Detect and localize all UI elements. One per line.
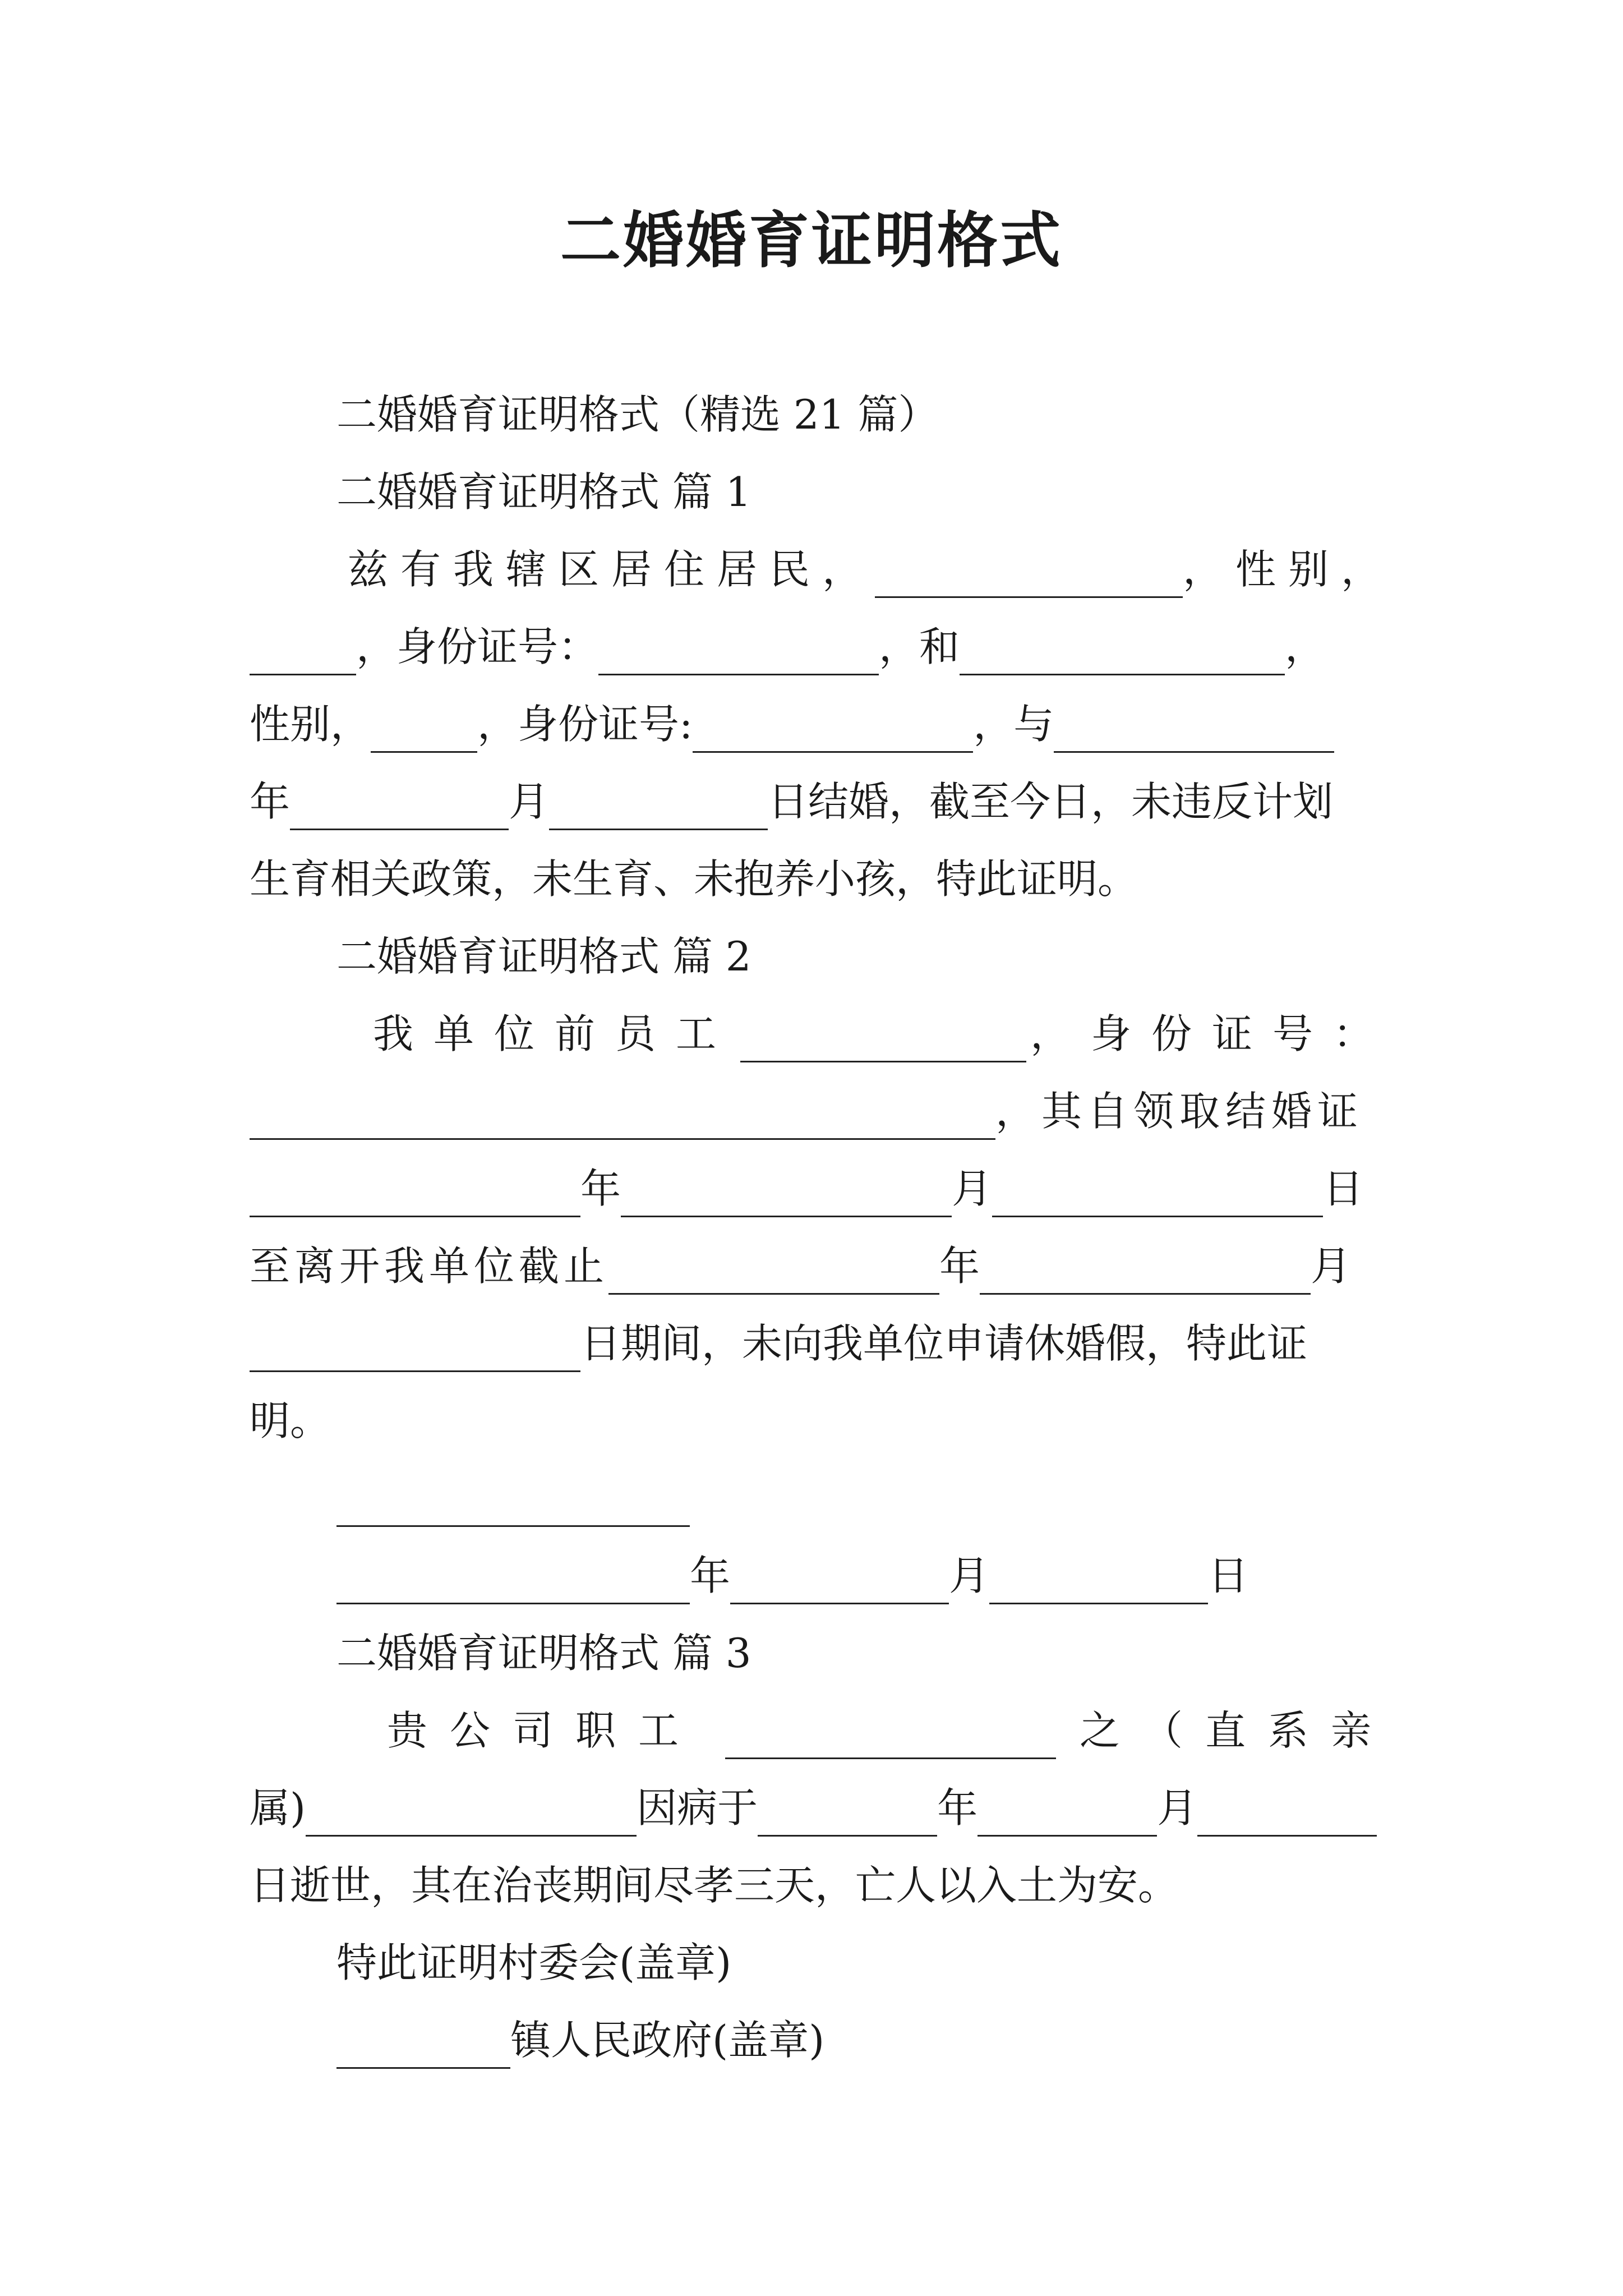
section-3-line-1 xyxy=(387,1692,1394,1769)
blank-day-5 xyxy=(1197,1835,1377,1837)
blank-day-4 xyxy=(989,1603,1208,1604)
text: ，身份证号： xyxy=(1030,1010,1394,1057)
blank-month-4 xyxy=(730,1603,949,1604)
blank-day-3 xyxy=(250,1370,580,1372)
text: ，与 xyxy=(973,701,1054,748)
blank-id-3 xyxy=(250,1138,995,1140)
signature-line xyxy=(336,1460,1481,1537)
text: ，身份证号： xyxy=(356,623,599,670)
section-2-line-4 xyxy=(250,1227,1394,1305)
blank-id-2 xyxy=(693,751,973,753)
blank-employee xyxy=(740,1061,1026,1062)
blank-day-1 xyxy=(549,829,768,830)
blank-id-1 xyxy=(598,674,879,675)
section-2-line-1 xyxy=(373,995,1394,1073)
text: ，身份证号: xyxy=(477,701,693,748)
section-3-line-5 xyxy=(336,2001,1481,2079)
blank-signature xyxy=(336,1525,690,1527)
section-2-heading: 二婚婚育证明格式 篇 2 xyxy=(336,933,751,980)
text: 月 xyxy=(1157,1784,1198,1832)
text: 因病于 xyxy=(637,1784,758,1832)
text: 日结婚，截至今日，未违反计划 xyxy=(768,778,1334,825)
text: ，和 xyxy=(879,623,960,670)
text: 月 xyxy=(1311,1243,1352,1290)
text: 年 xyxy=(937,1784,978,1832)
page-title: 二婚婚育证明格式 xyxy=(560,206,1063,276)
section-3-line-4: 特此证明村委会(盖章) xyxy=(336,1939,732,1986)
text: 至离开我单位截止 xyxy=(250,1243,609,1290)
blank-year-4 xyxy=(336,1603,690,1604)
blank-relative xyxy=(306,1835,637,1837)
section-1-line-3 xyxy=(250,685,1394,763)
text: 性别， xyxy=(250,701,371,748)
section-1-line-1 xyxy=(348,531,1394,608)
section-2-date-line xyxy=(336,1537,1481,1614)
text: 兹有我辖区居住居民， xyxy=(348,546,875,593)
blank-year-1 xyxy=(1054,751,1334,753)
section-3-line-2 xyxy=(250,1769,1394,1847)
section-2-line-5 xyxy=(250,1305,1394,1382)
blank-month-3 xyxy=(980,1293,1311,1295)
section-1-line-4 xyxy=(250,763,1394,840)
blank-gender-2 xyxy=(371,751,477,753)
blank-year-5 xyxy=(758,1835,937,1837)
blank-name-1 xyxy=(875,596,1183,598)
document-subtitle: 二婚婚育证明格式（精选 21 篇） xyxy=(336,391,939,438)
text: 日 xyxy=(1323,1165,1364,1212)
blank-gender-1 xyxy=(250,674,356,675)
blank-year-3 xyxy=(608,1293,939,1295)
text: 镇人民政府(盖章) xyxy=(510,2017,825,2064)
section-2-line-3 xyxy=(250,1150,1394,1227)
section-1-line-5: 生育相关政策，未生育、未抱养小孩，特此证明。 xyxy=(250,855,1138,903)
text: 年 xyxy=(690,1552,731,1599)
blank-town xyxy=(336,2067,510,2069)
text: 贵公司职工 xyxy=(387,1707,702,1754)
text: 日期间，未向我单位申请休婚假，特此证 xyxy=(580,1320,1308,1367)
blank-name-2 xyxy=(960,674,1285,675)
blank-staff xyxy=(725,1757,1056,1759)
text: 月 xyxy=(949,1552,990,1599)
section-3-line-3: 日逝世，其在治丧期间尽孝三天，亡人以入土为安。 xyxy=(250,1862,1179,1909)
blank-month-1 xyxy=(290,829,509,830)
text: ，性别， xyxy=(1182,546,1394,593)
text: 之（直系亲 xyxy=(1079,1707,1394,1754)
text: 年 xyxy=(580,1165,621,1212)
section-3-heading: 二婚婚育证明格式 篇 3 xyxy=(336,1630,751,1677)
section-1-heading: 二婚婚育证明格式 篇 1 xyxy=(336,468,751,516)
blank-day-2 xyxy=(992,1216,1323,1217)
text: 月 xyxy=(509,778,550,825)
text: 年 xyxy=(250,778,291,825)
section-1-line-2 xyxy=(250,608,1394,685)
text: 年 xyxy=(939,1243,980,1290)
text: 月 xyxy=(952,1165,993,1212)
blank-year-2 xyxy=(250,1216,580,1217)
text: 属) xyxy=(250,1784,306,1832)
text: ， xyxy=(1285,623,1326,670)
section-2-line-6: 明。 xyxy=(250,1397,331,1444)
blank-month-2 xyxy=(621,1216,952,1217)
text: 日 xyxy=(1208,1552,1249,1599)
section-2-line-2 xyxy=(250,1073,1394,1150)
blank-month-5 xyxy=(978,1835,1157,1837)
text: ，其自领取结婚证 xyxy=(995,1088,1364,1135)
text: 我单位前员工 xyxy=(373,1010,737,1057)
